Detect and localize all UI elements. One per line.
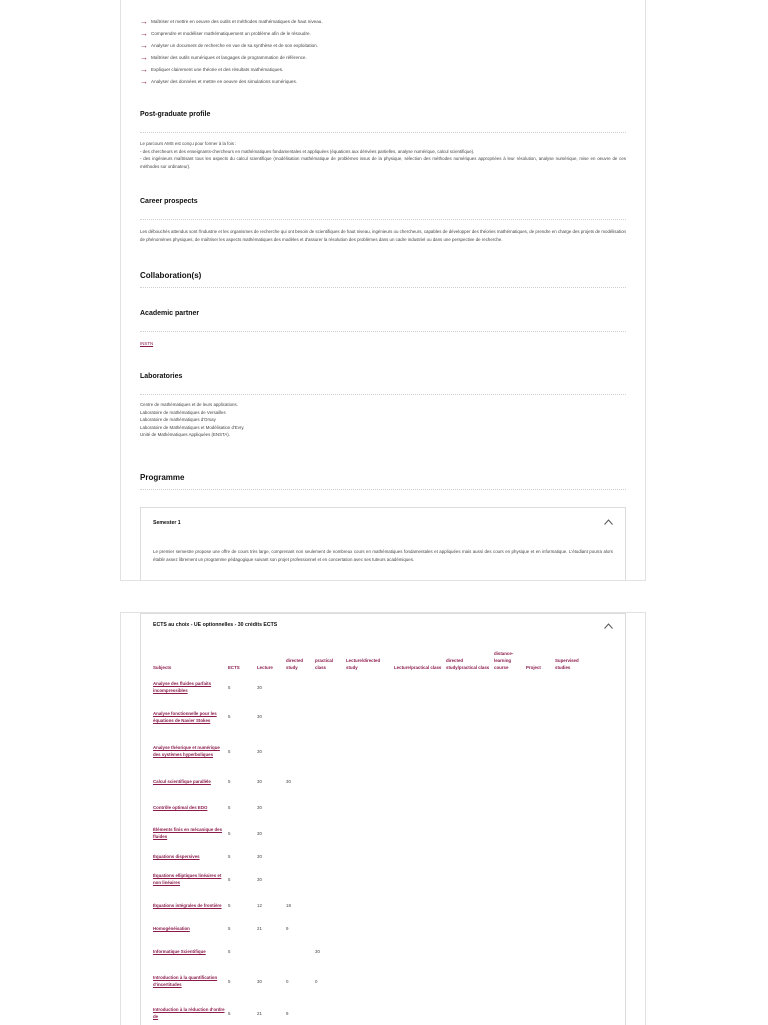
ects-table	[153, 650, 593, 1025]
ects-cell: 5	[228, 804, 231, 810]
column-header: Subjects	[153, 665, 172, 670]
table-row	[153, 919, 593, 939]
directed-study-cell: 9	[286, 925, 289, 931]
lecture-cell: 30	[257, 714, 262, 720]
divider	[140, 219, 626, 220]
arrow-right-icon: →	[140, 77, 148, 86]
chevron-up-icon[interactable]	[604, 519, 613, 525]
list-item	[140, 76, 626, 88]
subject-link[interactable]: Introduction à la quantification d'incertitudes	[153, 975, 218, 987]
directed-study-cell	[286, 795, 315, 821]
lecture-cell: 30	[257, 830, 262, 836]
ects-title[interactable]: ECTS au choix - UE optionnelles - 30 crédits ECTS	[153, 622, 278, 628]
practical-class-cell	[315, 893, 346, 919]
table-row	[153, 893, 593, 919]
column-header: ECTS	[228, 665, 240, 670]
table-header-row	[153, 650, 593, 675]
subject-link[interactable]: Équations dispersives	[153, 853, 200, 859]
ects-cell: 5	[228, 714, 231, 720]
directed-study-cell: 18	[286, 902, 291, 908]
lecture-cell: 30	[257, 804, 262, 810]
objective-text: Analyser des données et mettre en oeuvre des simulations numériques.	[151, 79, 298, 84]
divider	[140, 331, 626, 332]
ects-cell: 5	[228, 684, 231, 690]
directed-study-cell	[286, 821, 315, 847]
directed-study-cell: 0	[286, 978, 289, 984]
chevron-up-icon[interactable]	[604, 623, 613, 629]
divider	[140, 132, 626, 133]
divider	[140, 287, 626, 288]
list-item	[140, 40, 626, 52]
laboratories-text: Centre de mathématiques et de leurs applications. Laboratoire de mathématiques de Versailles Laboratoire de mathématiques d'Orsay Laboratoire de Mathématiques et Modélisation d'Evry. Unité de Mathématiques Appliquées (ENSTA).	[140, 402, 245, 437]
practical-class-cell	[315, 734, 346, 770]
ects-accordion	[140, 613, 626, 1025]
column-header: Lecture/practical class	[394, 665, 442, 670]
column-header: Supervised studies	[555, 658, 579, 670]
lecture-cell: 30	[257, 684, 262, 690]
postgrad-heading: Post-graduate profile	[140, 111, 211, 118]
list-item	[140, 16, 626, 28]
ects-cell: 5	[228, 902, 231, 908]
ects-cell: 5	[228, 876, 231, 882]
ects-cell: 5	[228, 1010, 231, 1016]
table-row	[153, 939, 593, 965]
academic-partner-row	[140, 340, 626, 348]
table-row	[153, 701, 593, 734]
ects-cell: 5	[228, 830, 231, 836]
subject-link[interactable]: Contrôle optimal des EDO	[153, 804, 208, 810]
lecture-cell: 30	[257, 876, 262, 882]
practical-class-cell	[315, 867, 346, 893]
column-header: Project	[526, 665, 541, 670]
objective-text: Expliquer clairement une théorie et des résultats mathématiques.	[151, 67, 284, 72]
practical-class-cell: 30	[315, 948, 320, 954]
directed-study-cell	[286, 734, 315, 770]
table-row	[153, 847, 593, 867]
ects-cell: 5	[228, 948, 231, 954]
list-item	[140, 28, 626, 40]
practical-class-cell	[315, 821, 346, 847]
ects-cell: 5	[228, 748, 231, 754]
arrow-right-icon: →	[140, 65, 148, 74]
subject-link[interactable]: Informatique Scientifique	[153, 948, 206, 954]
ects-cell: 5	[228, 853, 231, 859]
directed-study-cell	[286, 867, 315, 893]
table-row	[153, 821, 593, 847]
list-item	[140, 52, 626, 64]
arrow-right-icon: →	[140, 53, 148, 62]
column-header: distance-learning course	[494, 651, 514, 670]
subject-link[interactable]: Éléments finis en mécanique des fluides	[153, 827, 223, 839]
page-fragment-top	[120, 0, 646, 581]
ects-cell: 5	[228, 779, 231, 785]
column-header: Lecture	[257, 665, 273, 670]
directed-study-cell: 9	[286, 1010, 289, 1016]
semester-1-accordion	[140, 507, 626, 581]
lecture-cell: 30	[257, 748, 262, 754]
lecture-cell: 30	[257, 978, 262, 984]
list-item	[140, 64, 626, 76]
objective-text: Comprendre et modéliser mathématiquement un problème afin de le résoudre.	[151, 31, 311, 36]
objectives-list	[140, 16, 626, 88]
column-header: practical class	[315, 658, 334, 670]
academic-partner-link[interactable]: INSTN	[140, 341, 154, 346]
ects-cell: 5	[228, 925, 231, 931]
divider	[140, 489, 626, 490]
subject-link[interactable]: Homogénéisation	[153, 925, 190, 931]
table-row	[153, 734, 593, 770]
career-heading: Career prospects	[140, 198, 198, 205]
subject-link[interactable]: Équations intégrales de frontière	[153, 902, 222, 908]
table-row	[153, 675, 593, 701]
page-fragment-bottom	[120, 612, 646, 1025]
column-header: directed study/practical class	[446, 658, 490, 670]
table-row	[153, 867, 593, 893]
collaboration-heading: Collaboration(s)	[140, 271, 202, 280]
practical-class-cell	[315, 795, 346, 821]
table-row	[153, 795, 593, 821]
practical-class-cell	[315, 847, 346, 867]
semester-1-text: Le premier semestre propose une offre de cours très large, comprenant non seulement de nombreux cours en mathématiques fondamentales et appliquées mais aussi des cours en physique et en informatique. L'étudiant pourra alors établir assez librement un programme pédagogique suivant son projet professionnel et en concertation avec ses tuteurs académiques.	[153, 549, 613, 562]
arrow-right-icon: →	[140, 41, 148, 50]
directed-study-cell	[286, 675, 315, 701]
lecture-cell: 12	[257, 902, 262, 908]
ects-cell: 5	[228, 978, 231, 984]
subject-link[interactable]: Analyse des fluides parfaits incompressibles	[153, 681, 212, 693]
lecture-cell: 21	[257, 1010, 262, 1016]
column-header: Lecture/directed study	[346, 658, 381, 670]
table-row	[153, 999, 593, 1025]
arrow-right-icon: →	[140, 29, 148, 38]
practical-class-cell	[315, 675, 346, 701]
academic-partner-heading: Academic partner	[140, 310, 200, 317]
programme-heading: Programme	[140, 473, 185, 482]
subject-link[interactable]: Calcul scientifique parallèle	[153, 779, 211, 785]
column-header: directed study	[286, 658, 304, 670]
subject-link[interactable]: Analyse fonctionnelle pour les équations de Navier Stokes	[153, 710, 217, 723]
practical-class-cell	[315, 919, 346, 939]
lecture-cell	[257, 939, 286, 965]
directed-study-cell	[286, 939, 315, 965]
directed-study-cell	[286, 701, 315, 734]
practical-class-cell	[315, 701, 346, 734]
objective-text: Analyser un document de recherche en vue de sa synthèse et de son exploitation.	[151, 43, 319, 48]
postgrad-text: Le parcours AMS est conçu pour former à la fois : - des chercheurs et des enseignants-chercheurs en mathématiques fondamentales et appliquées (équations aux dérivées partielles, analyse numérique, calcul scientifique). - des ingénieurs maîtrisant tous les aspects du calcul scientifique (modélisation mathématique de problèmes issus de la physique, sélection des méthodes numériques appropriées à leur résolution, analyse numérique, mise en oeuvre de ces méthodes sur ordinateur).	[140, 141, 626, 169]
lecture-cell: 21	[257, 925, 262, 931]
objective-text: Maîtriser des outils numériques et langages de programmation de référence.	[151, 55, 307, 60]
practical-class-cell: 0	[315, 978, 318, 984]
subject-link[interactable]: Analyse théorique et numérique des systèmes hyperboliques	[153, 745, 220, 757]
table-row	[153, 770, 593, 795]
practical-class-cell	[315, 770, 346, 795]
practical-class-cell	[315, 999, 346, 1025]
career-text: Les débouchés attendus sont l'industrie et les organismes de recherche qui ont besoin de scientifiques de haut niveau, ingénieurs ou chercheurs, capables de développer des théories mathématiques, de prendre en charge des projets de modélisation de phénomènes physiques, de maîtriser les aspects mathématiques des modèles et d'assurer la résolution des problèmes dans un cadre industriel ou dans une perspective de recherche.	[140, 229, 626, 242]
directed-study-cell: 30	[286, 779, 291, 785]
lecture-cell: 30	[257, 779, 262, 785]
subject-link[interactable]: Équations elliptiques linéaires et non linéaires	[153, 873, 222, 885]
laboratories-heading: Laboratories	[140, 373, 183, 380]
divider	[140, 394, 626, 395]
objective-text: Maîtriser et mettre en oeuvre des outils et méthodes mathématiques de haut niveau.	[151, 19, 323, 24]
arrow-right-icon: →	[140, 17, 148, 26]
directed-study-cell	[286, 847, 315, 867]
subject-link[interactable]: Introduction à la réduction d'ordre de	[153, 1007, 225, 1019]
lecture-cell: 30	[257, 853, 262, 859]
semester-1-title[interactable]: Semester 1	[153, 520, 181, 526]
table-row	[153, 965, 593, 999]
